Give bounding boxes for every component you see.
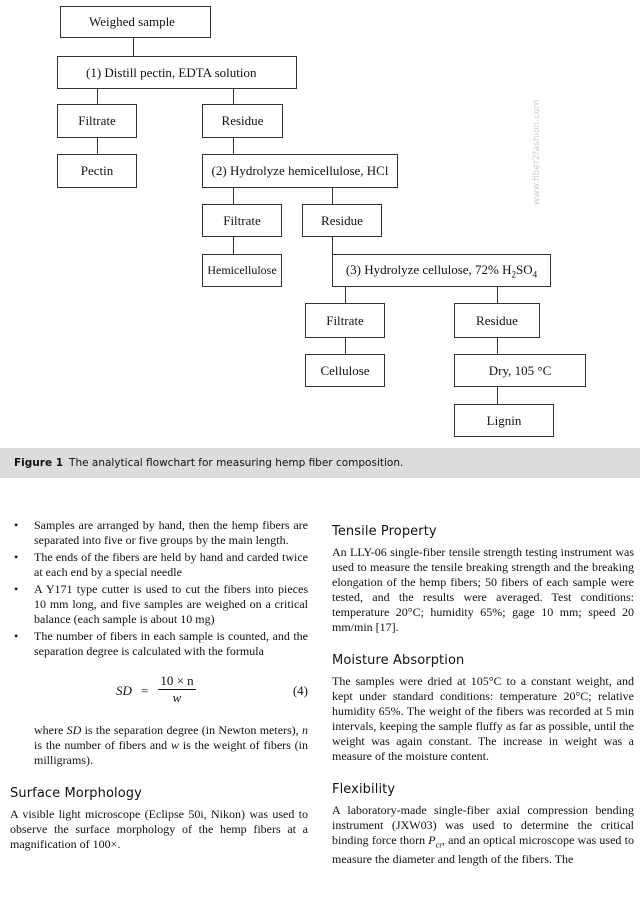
where-var-sd: SD xyxy=(66,723,82,737)
flow-label: Filtrate xyxy=(326,312,364,328)
figure-label: Figure 1 xyxy=(14,457,64,469)
flow-box-filtrate3 xyxy=(305,303,385,338)
flow-label: Hemicellulose xyxy=(207,263,277,277)
section-heading-tensile-property: Tensile Property xyxy=(332,524,437,539)
flow-label: Residue xyxy=(221,113,264,128)
connector-line xyxy=(233,88,234,104)
flow-label: Residue xyxy=(321,212,363,228)
where-text: is the separation degree (in Newton meters), xyxy=(81,723,302,737)
flow-label: Residue xyxy=(476,312,518,328)
figure-caption-text: The analytical flowchart for measuring hemp fiber composition. xyxy=(69,457,404,469)
flow-box-residue3 xyxy=(454,303,540,338)
flow-box-weighed-sample xyxy=(60,6,211,38)
section-body-moisture-absorption: The samples were dried at 105°C to a constant weight, and kept under standard conditions: temperature 20°C; relative humidity 65%. The weight of the fibers was recorded at 5 min intervals, keeping the sample fluffy as far as possible, until the weight was again constant. The increase in weight was a measure of the moisture content. xyxy=(332,674,634,763)
where-var-w: w xyxy=(170,738,179,752)
connector-line xyxy=(233,137,234,154)
list-item: • A Y171 type cutter is used to cut the fibers into pieces 10 mm long, and five samples are weighed on a critical balance (each sample is about 10 mg) xyxy=(34,582,308,627)
flow-label-prefix: (3) Hydrolyze cellulose, 72% H xyxy=(345,261,512,277)
flow-label: Filtrate xyxy=(78,113,116,128)
flow-box-cellulose xyxy=(305,354,385,387)
flow-label xyxy=(346,262,537,280)
where-paragraph xyxy=(10,723,308,768)
right-column xyxy=(332,518,634,867)
flow-label: Weighed sample xyxy=(89,14,175,29)
equation-fraction xyxy=(158,673,196,705)
watermark: www.fiber2fashion.com xyxy=(532,99,542,205)
flow-label-subscript: 4 xyxy=(532,269,538,280)
flow-label: Filtrate xyxy=(223,212,261,228)
flow-box-step3 xyxy=(332,254,551,287)
connector-line xyxy=(233,187,234,204)
flow-box-pectin xyxy=(57,154,137,188)
flow-box-lignin xyxy=(454,404,554,437)
equation-number: (4) xyxy=(292,683,308,698)
connector-line xyxy=(497,286,498,303)
where-text: is the weight of fibers (in milligrams). xyxy=(34,738,308,767)
flexibility-text: , and an optical microscope was used to measure the diameter and length of the fibers. The xyxy=(332,833,634,867)
flow-label-subscript: 2 xyxy=(511,269,517,280)
figure-caption xyxy=(0,448,640,478)
flow-box-step1 xyxy=(57,56,297,89)
section-body-tensile-property: An LLY-06 single-fiber tensile strength testing instrument was used to measure the tensile breaking strength and the breaking elongation of the hemp fibers; 50 fibers of each sample were tested, and the results were averaged. Test conditions: temperature 20°C; humidity 65%; gage 10 mm; speed 20 mm/min [17]. xyxy=(332,545,634,634)
where-text: where xyxy=(34,723,67,737)
equation-equals: = xyxy=(141,683,149,698)
connector-line xyxy=(97,88,98,104)
flexibility-symbol: P xyxy=(428,833,436,847)
connector-line xyxy=(97,137,98,154)
connector-line xyxy=(332,236,333,254)
flow-box-filtrate1 xyxy=(57,104,137,138)
equation-denominator: w xyxy=(172,690,182,705)
list-item: • The number of fibers in each sample is counted, and the separation degree is calculated with the formula xyxy=(34,629,308,659)
connector-line xyxy=(345,286,346,303)
flow-box-filtrate2 xyxy=(202,204,282,237)
flow-label: Dry, 105 °C xyxy=(488,362,552,378)
flow-box-residue1 xyxy=(202,104,283,138)
where-var-n: n xyxy=(301,723,308,737)
where-text: is the number of fibers and xyxy=(34,738,171,752)
connector-line xyxy=(133,37,134,56)
flow-label: Cellulose xyxy=(320,362,370,378)
section-heading-flexibility: Flexibility xyxy=(332,782,396,797)
section-heading-moisture-absorption: Moisture Absorption xyxy=(332,653,465,668)
connector-line xyxy=(233,236,234,254)
flow-label: Pectin xyxy=(80,163,114,178)
flow-label: Lignin xyxy=(486,412,522,428)
procedure-list xyxy=(10,518,308,659)
flexibility-subscript: cr xyxy=(435,840,442,850)
section-heading-surface-morphology: Surface Morphology xyxy=(10,786,142,801)
flow-box-residue2 xyxy=(302,204,382,237)
flow-box-dry xyxy=(454,354,586,387)
equation-4 xyxy=(10,671,308,715)
flow-label-mid: SO xyxy=(516,261,533,277)
flow-box-hemicellulose xyxy=(202,254,282,287)
section-body-surface-morphology: A visible light microscope (Eclipse 50i, Nikon) was used to observe the surface morphology of the hemp fibers at a magnification of 100×. xyxy=(10,807,308,851)
list-item: • Samples are arranged by hand, then the hemp fibers are separated into five or five groups by the main length. xyxy=(34,518,308,548)
left-column xyxy=(10,518,308,852)
connector-line xyxy=(497,337,498,354)
equation-numerator: 10 × n xyxy=(158,673,196,690)
flow-label: (1) Distill pectin, EDTA solution xyxy=(86,64,257,80)
list-item: • The ends of the fibers are held by hand and carded twice at each end by a special needle xyxy=(34,550,308,580)
flexibility-text: A laboratory-made single-fiber axial compression bending instrument (JXW03) was used to determine the critical binding force thorn xyxy=(332,803,634,847)
connector-line xyxy=(345,337,346,354)
equation-lhs: SD xyxy=(116,683,132,698)
section-body-flexibility xyxy=(332,803,634,867)
connector-line xyxy=(332,187,333,204)
connector-line xyxy=(497,386,498,404)
flow-box-step2 xyxy=(202,154,398,188)
flow-label: (2) Hydrolyze hemicellulose, HCl xyxy=(211,163,389,178)
